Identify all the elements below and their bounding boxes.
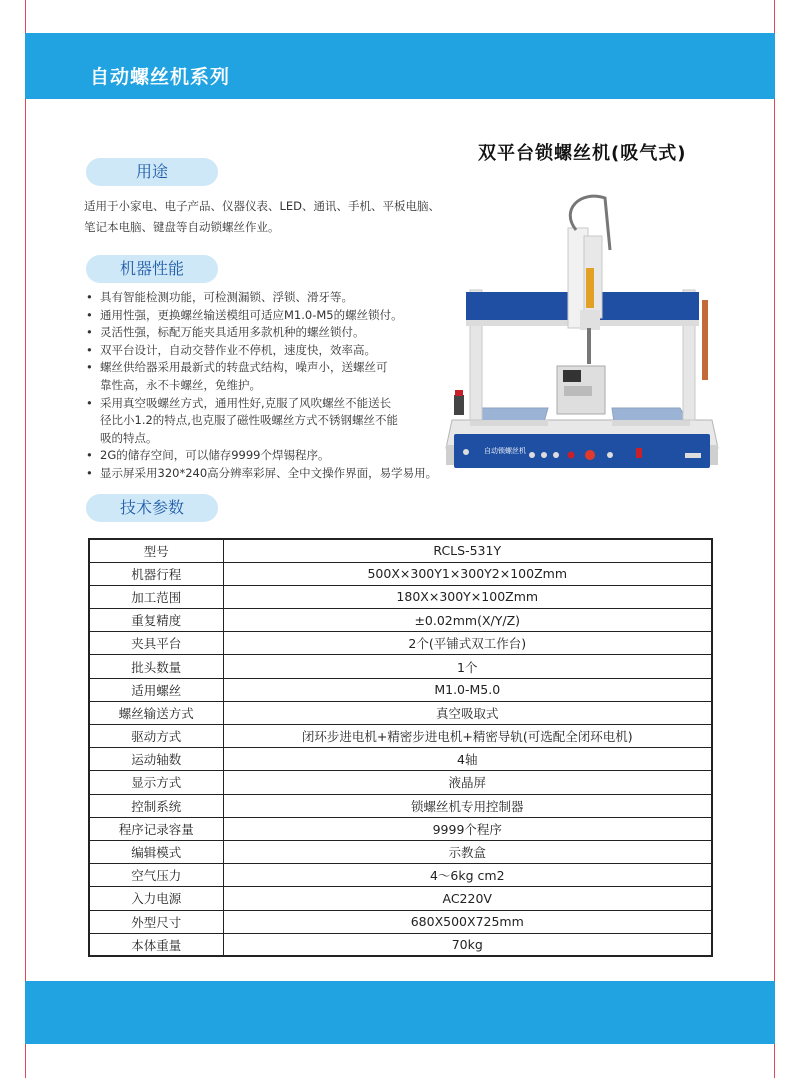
left-frame-line <box>25 0 26 1078</box>
spec-row <box>89 678 712 701</box>
spec-row <box>89 910 712 933</box>
spec-row <box>89 585 712 608</box>
performance-item <box>86 395 456 448</box>
spec-label: 重复精度 <box>89 609 223 632</box>
right-frame-line <box>774 0 775 1078</box>
spec-value: 液晶屏 <box>223 771 712 794</box>
performance-item <box>86 465 456 483</box>
spec-row <box>89 794 712 817</box>
spec-label: 程序记录容量 <box>89 817 223 840</box>
spec-label: 外型尺寸 <box>89 910 223 933</box>
performance-list <box>86 289 456 483</box>
usage-text <box>84 196 444 238</box>
panel-label: 自动锁螺丝机 <box>484 447 526 455</box>
spec-row <box>89 609 712 632</box>
spec-value: 示教盒 <box>223 840 712 863</box>
spec-value: RCLS-531Y <box>223 539 712 562</box>
spec-label: 控制系统 <box>89 794 223 817</box>
usage-heading: 用途 <box>86 158 218 186</box>
spec-label: 加工范围 <box>89 585 223 608</box>
spec-value: 4～6kg cm2 <box>223 864 712 887</box>
spec-label: 本体重量 <box>89 933 223 956</box>
series-title: 自动螺丝机系列 <box>90 66 231 88</box>
spec-value: ±0.02mm(X/Y/Z) <box>223 609 712 632</box>
spec-label: 编辑模式 <box>89 840 223 863</box>
machine-illustration <box>440 190 725 480</box>
spec-label: 适用螺丝 <box>89 678 223 701</box>
performance-item-line: • 具有智能检测功能，可检测漏锁、浮锁、滑牙等。 <box>100 290 353 304</box>
spec-row <box>89 632 712 655</box>
performance-item-line: • 灵活性强，标配万能夹具适用多款机种的螺丝锁付。 <box>100 325 365 340</box>
performance-item-line: • 螺丝供给器采用最新式的转盘式结构，噪声小，送螺丝可 <box>100 360 388 375</box>
spec-value: 680X500X725mm <box>223 910 712 933</box>
specs-heading: 技术参数 <box>86 494 218 522</box>
spec-value: AC220V <box>223 887 712 910</box>
spec-row <box>89 771 712 794</box>
performance-item <box>86 342 456 360</box>
performance-item-line: • 采用真空吸螺丝方式，通用性好,克服了风吹螺丝不能送长 <box>100 395 392 410</box>
footer-band <box>25 981 775 1044</box>
spec-value: 70kg <box>223 933 712 956</box>
performance-item <box>86 289 456 307</box>
spec-label: 夹具平台 <box>89 632 223 655</box>
performance-item <box>86 359 456 394</box>
performance-item <box>86 447 456 465</box>
performance-item-line: • 显示屏采用320*240高分辨率彩屏、全中文操作界面，易学易用。 <box>100 465 438 480</box>
spec-label: 批头数量 <box>89 655 223 678</box>
performance-item-line: 靠性高，永不卡螺丝，免维护。 <box>100 377 261 392</box>
spec-value: 180X×300Y×100Zmm <box>223 585 712 608</box>
product-title: 双平台锁螺丝机(吸气式) <box>478 143 687 164</box>
spec-row <box>89 840 712 863</box>
spec-value: 1个 <box>223 655 712 678</box>
spec-row <box>89 701 712 724</box>
performance-item <box>86 307 456 325</box>
spec-label: 型号 <box>89 539 223 562</box>
performance-item-line: 吸的特点。 <box>100 430 158 445</box>
spec-value: 闭环步进电机+精密步进电机+精密导轨(可选配全闭环电机) <box>223 725 712 748</box>
spec-label: 螺丝输送方式 <box>89 701 223 724</box>
spec-value: 真空吸取式 <box>223 701 712 724</box>
spec-table <box>88 538 713 957</box>
usage-line: 适用于小家电、电子产品、仪器仪表、LED、通讯、手机、平板电脑、 <box>84 199 441 213</box>
performance-item-line: • 2G的储存空间，可以储存9999个焊锡程序。 <box>100 448 330 463</box>
spec-row <box>89 817 712 840</box>
spec-row <box>89 933 712 956</box>
spec-row <box>89 655 712 678</box>
spec-label: 机器行程 <box>89 562 223 585</box>
spec-label: 入力电源 <box>89 887 223 910</box>
spec-value: 9999个程序 <box>223 817 712 840</box>
spec-row <box>89 748 712 771</box>
spec-label: 驱动方式 <box>89 725 223 748</box>
usage-line: 笔记本电脑、键盘等自动锁螺丝作业。 <box>84 220 280 234</box>
spec-row <box>89 562 712 585</box>
performance-item-line: • 双平台设计，自动交替作业不停机，速度快，效率高。 <box>100 342 376 357</box>
spec-value: 2个(平铺式双工作台) <box>223 632 712 655</box>
spec-row <box>89 887 712 910</box>
performance-item <box>86 324 456 342</box>
performance-heading: 机器性能 <box>86 255 218 283</box>
performance-item-line: • 通用性强，更换螺丝输送模组可适应M1.0-M5的螺丝锁付。 <box>100 307 403 322</box>
spec-label: 空气压力 <box>89 864 223 887</box>
spec-row <box>89 725 712 748</box>
spec-value: 4轴 <box>223 748 712 771</box>
spec-row <box>89 864 712 887</box>
spec-value: 500X×300Y1×300Y2×100Zmm <box>223 562 712 585</box>
spec-value: 锁螺丝机专用控制器 <box>223 794 712 817</box>
spec-value: M1.0-M5.0 <box>223 678 712 701</box>
performance-item-line: 径比小1.2的特点,也克服了磁性吸螺丝方式不锈钢螺丝不能 <box>100 413 398 428</box>
spec-label: 显示方式 <box>89 771 223 794</box>
spec-label: 运动轴数 <box>89 748 223 771</box>
spec-row <box>89 539 712 562</box>
